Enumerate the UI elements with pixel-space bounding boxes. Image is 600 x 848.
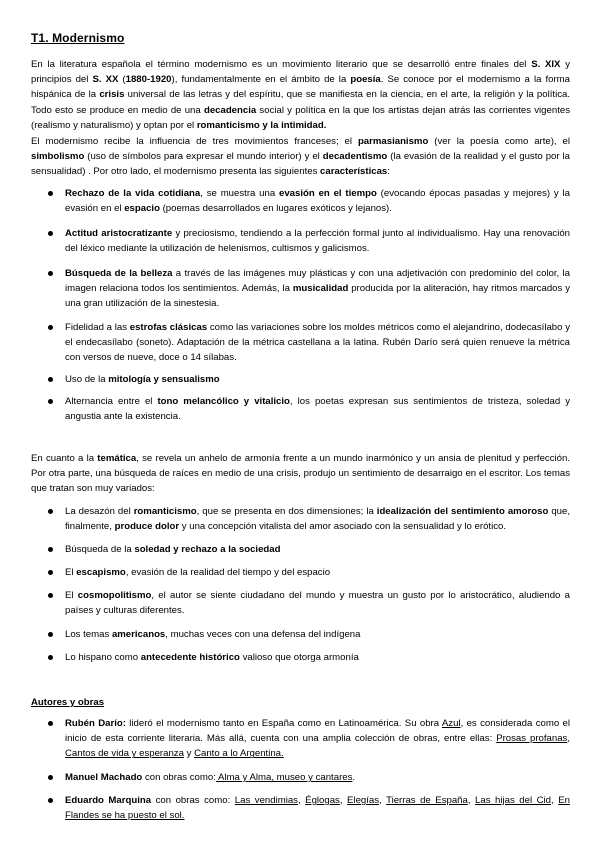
themes-paragraph: En cuanto a la temática, se revela un anhelo de armonía frente a un mundo inarmónico y un ansia de plenitud y perfección. Por otra parte, una búsqueda de raíces en medio de una crisis, produjo un sentimiento de desarraigo en el escritor. Los temas que tratan son muy variados: <box>31 453 570 495</box>
bullet-icon <box>48 655 53 660</box>
bullet-icon <box>48 509 53 514</box>
page-title: T1. Modernismo <box>31 31 125 45</box>
bullet-icon <box>48 632 53 637</box>
bullet-icon <box>48 271 53 276</box>
authors-heading: Autores y obras <box>31 697 105 708</box>
influence-paragraph: El modernismo recibe la influencia de tres movimientos franceses; el parmasianismo (ver la poesía como arte), el simbolismo (uso de símbolos para expresar el mundo interior) y el decadentismo (la evasión de la realidad y el gusto por la sensualidad) . Por otro lado, el modernismo presenta las siguientes características: <box>31 136 570 178</box>
bullet-icon <box>48 798 53 803</box>
bullet-icon <box>48 547 53 552</box>
list-item-text: Los temas americanos, muchas veces con una defensa del indígena <box>65 629 361 640</box>
list-item-text: El cosmopolitismo, el autor se siente ciudadano del mundo y muestra un gusto por lo aristocrático, aludiendo a países y culturas diferentes. <box>65 590 570 617</box>
list-item-text: Eduardo Marquina con obras como: Las vendimias, Églogas, Elegías, Tierras de España, Las hijas del Cid, En Flandes se ha puesto el sol. <box>65 795 570 822</box>
list-item-text: Uso de la mitología y sensualismo <box>65 374 220 385</box>
list-item-text: Lo hispano como antecedente histórico valioso que otorga armonía <box>65 652 359 663</box>
bullet-icon <box>48 570 53 575</box>
bullet-icon <box>48 721 53 726</box>
list-item-text: El escapismo, evasión de la realidad del tiempo y del espacio <box>65 567 331 578</box>
bullet-icon <box>48 231 53 236</box>
bullet-icon <box>48 399 53 404</box>
list-item-text: Actitud aristocratizante y preciosismo, tendiendo a la perfección formal junto al individualismo. Hay una renovación del léxico mediante la utilización de helenismos, cultismos y galicismos. <box>65 228 571 255</box>
list-item-text: La desazón del romanticismo, que se presenta en dos dimensiones; la idealización del sentimiento amoroso que, finalmente, produce dolor y una concepción vitalista del amor asociado con la sensualidad y lo erótico. <box>65 506 571 533</box>
list-item-text: Búsqueda de la soledad y rechazo a la sociedad <box>65 544 281 555</box>
intro-paragraph: En la literatura española el término modernismo es un movimiento literario que se desarrolló entre finales del S. XIX y principios del S. XX (1880-1920), fundamentalmente en el ámbito de la poesía. Se conoce por el modernismo a la forma hispánica de la crisis universal de las letras y del espíritu, que se manifiesta en la ciencia, en el arte, la religión y la política. Todo esto se produce en medio de una decadencia social y política en la que los artistas dejan atrás las corrientes vigentes (realismo y naturalismo) y optan por el romanticismo y la intimidad. <box>31 59 570 131</box>
bullet-icon <box>48 191 53 196</box>
list-item-text: Alternancia entre el tono melancólico y vitalicio, los poetas expresan sus sentimientos de tristeza, soledad y angustia ante la existencia. <box>65 396 571 423</box>
list-item-text: Manuel Machado con obras como: Alma y Alma, museo y cantares. <box>65 772 356 783</box>
list-item-text: Búsqueda de la belleza a través de las imágenes muy plásticas y con una adjetivación con predominio del color, la imagen relaciona todos los sentimientos. Además, la musicalidad producida por la aliteración, hay ritmos marcados y una gran utilización de la sinestesia. <box>65 268 570 310</box>
list-item-text: Rechazo de la vida cotidiana, se muestra una evasión en el tiempo (evocando épocas pasadas y mejores) y la evasión en el espacio (poemas desarrollados en lugares exóticos y lejanos). <box>65 188 571 215</box>
bullet-icon <box>48 377 53 382</box>
bullet-icon <box>48 325 53 330</box>
bullet-icon <box>48 593 53 598</box>
list-item-text: Fidelidad a las estrofas clásicas como las variaciones sobre los moldes métricos como el alejandrino, dodecasílabo y el endecasílabo (soneto). Adaptación de la métrica castellana a la latina. Rubén Darío será quien renueve la métrica con versos de nueve, doce o 14 sílabas. <box>65 322 571 364</box>
bullet-icon <box>48 775 53 780</box>
list-item-text: Rubén Darío: lideró el modernismo tanto en España como en Latinoamérica. Su obra Azul, es considerada como el inicio de esta corriente literaria. Más allá, cuenta con una amplia colección de obras, entre ellas: Prosas profanas, Cantos de vida y esperanza y Canto a lo Argentina. <box>65 718 571 760</box>
